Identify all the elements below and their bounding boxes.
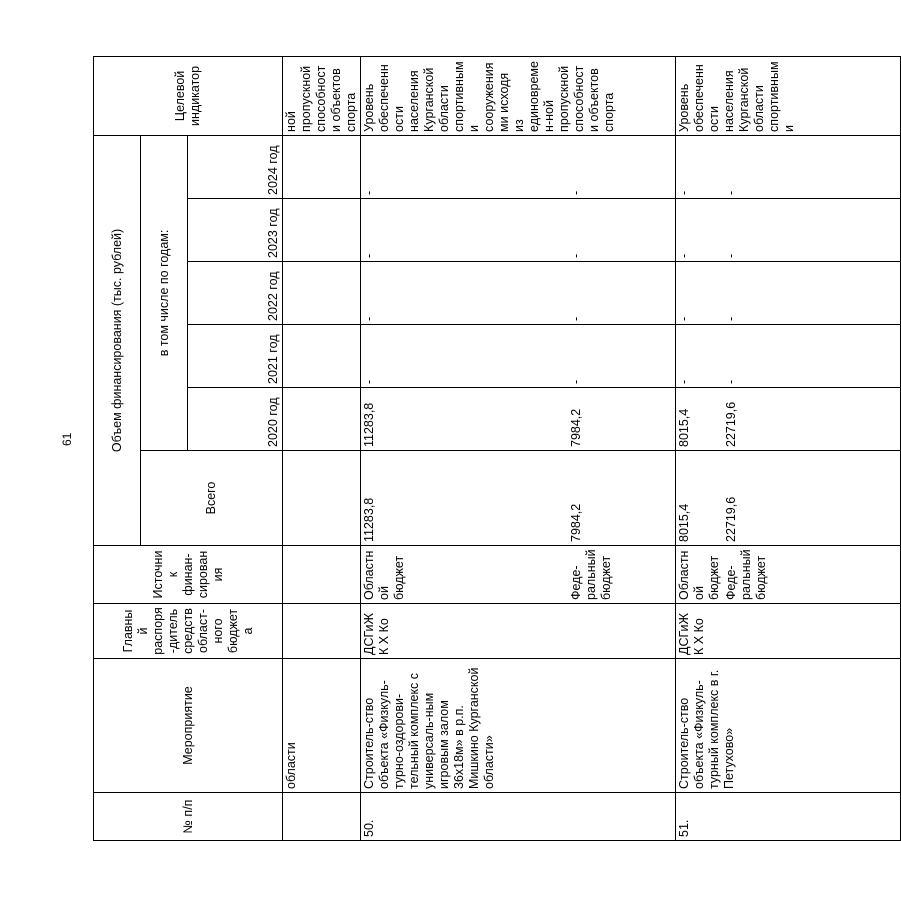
row-num: 50.: [361, 793, 676, 841]
table-row: [361, 56, 569, 840]
row-year-value: -: [723, 325, 901, 388]
row-event: Строитель-ство объекта «Физкуль-турно-оздорови-тельный комплекс с универсаль-ным игровым залом 36х18м» в р.п. Мишкино Курганской области»: [361, 659, 676, 793]
header-year-2024: 2024 год: [188, 135, 283, 198]
row-year-value: -: [676, 199, 724, 262]
cont-year: [283, 135, 361, 198]
cont-year: [283, 388, 361, 451]
cont-year: [283, 199, 361, 262]
header-year-2022: 2022 год: [188, 262, 283, 325]
row-source: Феде-ральный бюджет: [568, 546, 676, 604]
cont-source: [283, 546, 361, 604]
header-total: Всего: [141, 451, 283, 546]
row-event: Строитель-ство объекта «Физкуль-турный комплекс в г. Петухово»: [676, 659, 901, 793]
page-number: 61: [60, 432, 74, 446]
row-indicator: Уровень обеспеченности населения Курганской области спортивными: [676, 56, 901, 135]
financing-table: [93, 56, 901, 841]
row-source: Феде-ральный бюджет: [723, 546, 901, 604]
table-row-continuation: [283, 56, 361, 840]
cont-indicator: ной пропускной способности объектов спорта: [283, 56, 361, 135]
row-source: Областной бюджет: [676, 546, 724, 604]
header-year-2021: 2021 год: [188, 325, 283, 388]
rotated-table-container: [93, 57, 796, 841]
row-manager: ДСГиЖК Х Ко: [676, 604, 901, 659]
header-year-2020: 2020 год: [188, 388, 283, 451]
row-year-value: -: [723, 135, 901, 198]
row-total: 7984,2: [568, 451, 676, 546]
cont-event: области: [283, 659, 361, 793]
row-year-value: -: [568, 262, 676, 325]
row-year-value: -: [361, 199, 569, 262]
header-year-2023: 2023 год: [188, 199, 283, 262]
table-row: [676, 56, 724, 840]
row-indicator: Уровень обеспеченности населения Курганской области спортивными сооружениями исходя из единовремен-ной пропускной способности объектов спорта: [361, 56, 676, 135]
row-year-value: -: [568, 199, 676, 262]
row-year-value: -: [361, 325, 569, 388]
row-year-value: 8015,4: [676, 388, 724, 451]
row-year-value: 11283,8: [361, 388, 569, 451]
row-year-value: -: [723, 199, 901, 262]
row-year-value: -: [676, 262, 724, 325]
cont-manager: [283, 604, 361, 659]
cont-year: [283, 325, 361, 388]
header-indicator: Целевой индикатор: [94, 56, 283, 135]
cont-year: [283, 262, 361, 325]
row-year-value: -: [361, 262, 569, 325]
row-manager: ДСГиЖК Х Ко: [361, 604, 676, 659]
header-manager: Главный распоря-дитель средств област-ного бюджета: [94, 604, 283, 659]
row-source: Областной бюджет: [361, 546, 569, 604]
header-by-years: в том числе по годам:: [141, 135, 188, 450]
header-financing: Объем финансирования (тыс. рублей): [94, 135, 141, 545]
header-row-1: [94, 56, 141, 840]
row-year-value: -: [676, 135, 724, 198]
cont-num: [283, 793, 361, 841]
row-total: 22719,6: [723, 451, 901, 546]
header-source: Источник финан-сирования: [94, 546, 283, 604]
row-year-value: -: [361, 135, 569, 198]
row-total: 11283,8: [361, 451, 569, 546]
row-year-value: -: [676, 325, 724, 388]
row-year-value: -: [568, 325, 676, 388]
row-year-value: -: [568, 135, 676, 198]
row-year-value: 22719,6: [723, 388, 901, 451]
header-event: Мероприятие: [94, 659, 283, 793]
header-num: № п/п: [94, 793, 283, 841]
row-year-value: 7984,2: [568, 388, 676, 451]
row-total: 8015,4: [676, 451, 724, 546]
cont-total: [283, 451, 361, 546]
row-year-value: -: [723, 262, 901, 325]
row-num: 51.: [676, 793, 901, 841]
